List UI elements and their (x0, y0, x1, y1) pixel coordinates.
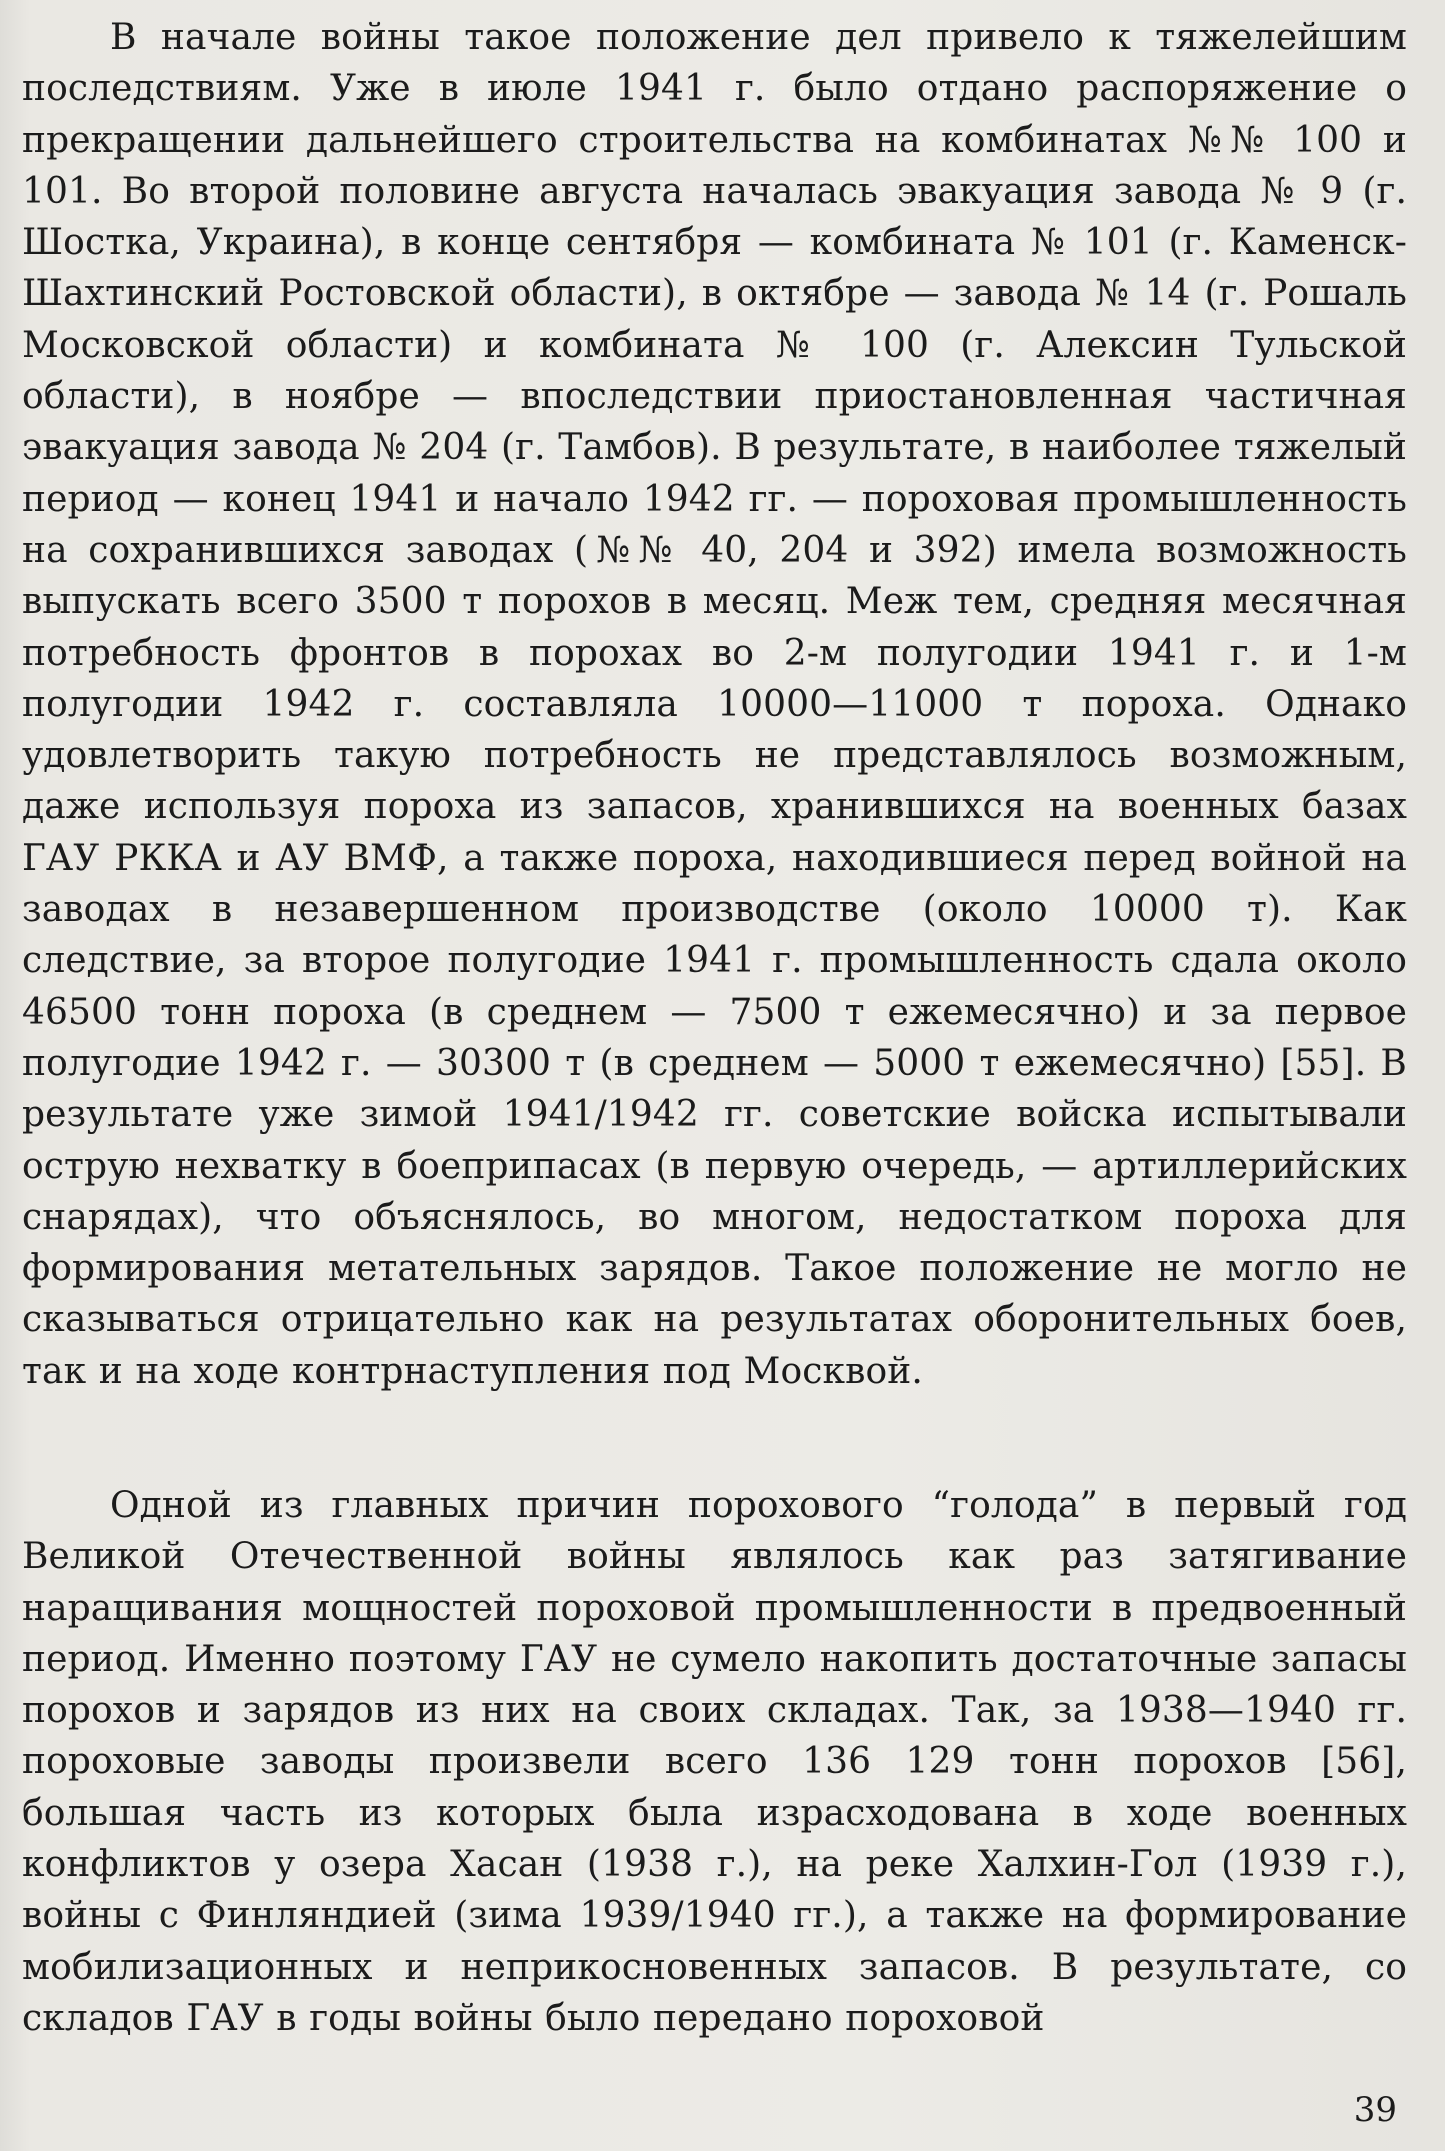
paragraph-war-start-consequences: В начале войны такое положение дел привело к тяжелейшим последствиям. Уже в июле 1941 г. было отдано распоряжение о прекращении дальнейшего строительства на комбинатах №№ 100 и 101. Во второй половине августа началась эвакуация завода № 9 (г. Шостка, Украина), в конце сентября — комбината № 101 (г. Каменск-Шахтинский Ростовской области), в октябре — завода № 14 (г. Рошаль Московской области) и комбината № 100 (г. Алексин Тульской области), в ноябре — впоследствии приостановленная частичная эвакуация завода № 204 (г. Тамбов). В результате, в наиболее тяжелый период — конец 1941 и начало 1942 гг. — пороховая промышленность на сохранившихся заводах (№№ 40, 204 и 392) имела возможность выпускать всего 3500 т порохов в месяц. Меж тем, средняя месячная потребность фронтов в порохах во 2-м полугодии 1941 г. и 1-м полугодии 1942 г. составляла 10000—11000 т пороха. Однако удовлетворить такую потребность не представлялось возможным, даже используя пороха из запасов, хранившихся на военных базах ГАУ РККА и АУ ВМФ, а также пороха, находившиеся перед войной на заводах в незавершенном производстве (около 10000 т). Как следствие, за второе полугодие 1941 г. промышленность сдала около 46500 тонн пороха (в среднем — 7500 т ежемесячно) и за первое полугодие 1942 г. — 30300 т (в среднем — 5000 т ежемесячно) [55]. В результате уже зимой 1941/1942 гг. советские войска испытывали острую нехватку в боеприпасах (в первую очередь, — артиллерийских снарядах), что объяснялось, во многом, недостатком пороха для формирования метательных зарядов. Такое положение не могло не сказываться отрицательно как на результатах оборонительных боев, так и на ходе контрнаступления под Москвой. (22, 17, 1407, 1392)
page-number: 39 (1353, 2090, 1397, 2130)
paragraph-powder-hunger-causes: Одной из главных причин порохового “голода” в первый год Великой Отечественной войны являлось как раз затягивание наращивания мощностей пороховой промышленности в предвоенный период. Именно поэтому ГАУ не сумело накопить достаточные запасы порохов и зарядов из них на своих складах. Так, за 1938—1940 гг. пороховые заводы произвели всего 136 129 тонн порохов [56], большая часть из которых была израсходована в ходе военных конфликтов у озера Хасан (1938 г.), на реке Халхин-Гол (1939 г.), войны с Финляндией (зима 1939/1940 гг.), а также на формирование мобилизационных и неприкосновенных запасов. В результате, со складов ГАУ в годы войны было передано пороховой (22, 1485, 1407, 2039)
